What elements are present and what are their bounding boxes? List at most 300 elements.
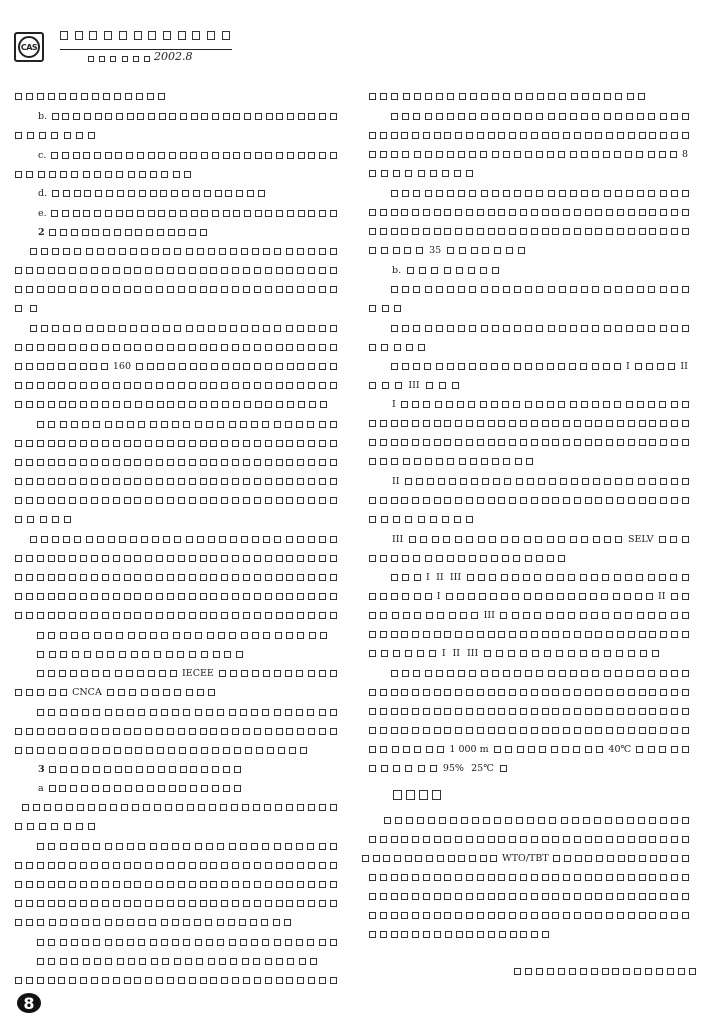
glyph-box [229, 632, 236, 639]
glyph-box [498, 874, 505, 881]
glyph-box [178, 267, 185, 274]
glyph-box [428, 817, 435, 824]
glyph-box [639, 836, 646, 843]
glyph-box [330, 670, 337, 677]
glyph-box [27, 823, 34, 830]
glyph-box [276, 593, 283, 600]
text-line [15, 130, 95, 141]
glyph-box [201, 152, 208, 159]
glyph-box [276, 497, 283, 504]
glyph-box [243, 344, 250, 351]
glyph-box [241, 536, 248, 543]
glyph-box [26, 344, 33, 351]
glyph-box [265, 459, 272, 466]
glyph-box [382, 382, 389, 389]
glyph-box [455, 708, 462, 715]
glyph-box [244, 152, 251, 159]
glyph-box [637, 286, 644, 293]
glyph-box [488, 497, 495, 504]
glyph-box [319, 977, 326, 984]
glyph-box [455, 536, 462, 543]
glyph-box [232, 728, 239, 735]
glyph-box [559, 93, 566, 100]
glyph-box [232, 497, 239, 504]
glyph-box [200, 344, 207, 351]
glyph-box [413, 670, 420, 677]
glyph-box [330, 440, 337, 447]
glyph-box [614, 574, 621, 581]
glyph-box [444, 420, 451, 427]
section-heading [393, 788, 441, 801]
glyph-box [39, 132, 46, 139]
glyph-box [240, 421, 247, 428]
glyph-box [92, 229, 99, 236]
glyph-box [15, 440, 22, 447]
glyph-box [563, 893, 570, 900]
glyph-box [559, 190, 566, 197]
glyph-box [671, 612, 678, 619]
glyph-box [498, 912, 505, 919]
glyph-box [444, 132, 451, 139]
glyph-box [362, 855, 369, 862]
glyph-box [167, 382, 174, 389]
glyph-box [425, 190, 432, 197]
glyph-box [503, 190, 510, 197]
journal-title [60, 30, 230, 41]
glyph-box [525, 968, 532, 975]
glyph-box [150, 939, 157, 946]
glyph-box [436, 113, 443, 120]
glyph-box [466, 536, 473, 543]
glyph-box [15, 401, 22, 408]
glyph-box [557, 574, 564, 581]
glyph-box [682, 497, 689, 504]
glyph-box [477, 497, 484, 504]
glyph-box [395, 817, 402, 824]
glyph-box [547, 536, 554, 543]
glyph-box [635, 363, 642, 370]
glyph-box [103, 229, 110, 236]
glyph-box [520, 650, 527, 657]
glyph-box [405, 650, 412, 657]
glyph-box [37, 977, 44, 984]
glyph-box [393, 650, 400, 657]
glyph-box [69, 286, 76, 293]
glyph-box [22, 804, 29, 811]
glyph-box [649, 631, 656, 638]
glyph-box [149, 919, 156, 926]
glyph-box [48, 900, 55, 907]
glyph-box [513, 401, 520, 408]
glyph-box [230, 958, 237, 965]
glyph-box [639, 855, 646, 862]
glyph-box [80, 401, 87, 408]
glyph-box [15, 344, 22, 351]
glyph-box [182, 190, 189, 197]
glyph-box [330, 210, 337, 217]
glyph-box [477, 631, 484, 638]
glyph-box [559, 670, 566, 677]
text-line [369, 418, 689, 429]
glyph-box [48, 958, 55, 965]
glyph-box [458, 151, 465, 158]
glyph-box [52, 516, 59, 523]
glyph-box [186, 689, 193, 696]
glyph-box [83, 210, 90, 217]
glyph-box [626, 286, 633, 293]
reference-temperature: 25℃ [471, 763, 494, 774]
glyph-box [391, 670, 398, 677]
glyph-box [37, 555, 44, 562]
glyph-box [426, 746, 433, 753]
glyph-box [232, 574, 239, 581]
glyph-box [547, 401, 554, 408]
glyph-box [297, 536, 304, 543]
glyph-box [639, 874, 646, 881]
glyph-box [498, 631, 505, 638]
glyph-box [330, 555, 337, 562]
glyph-box [659, 151, 666, 158]
glyph-box [113, 900, 120, 907]
text-line [37, 649, 243, 660]
glyph-box [102, 344, 109, 351]
glyph-box [232, 267, 239, 274]
glyph-box [391, 836, 398, 843]
glyph-box [60, 919, 67, 926]
glyph-box [297, 478, 304, 485]
glyph-box [200, 286, 207, 293]
glyph-box [263, 632, 270, 639]
glyph-box [276, 152, 283, 159]
glyph-box [456, 267, 463, 274]
glyph-box [52, 190, 59, 197]
glyph-box [671, 836, 678, 843]
glyph-box [413, 286, 420, 293]
glyph-box [58, 881, 65, 888]
glyph-box [423, 912, 430, 919]
glyph-box [59, 401, 66, 408]
glyph-box [381, 247, 388, 254]
glyph-box [189, 574, 196, 581]
glyph-box [276, 210, 283, 217]
glyph-box [144, 56, 150, 62]
glyph-box [444, 497, 451, 504]
glyph-box [499, 931, 506, 938]
glyph-box [113, 862, 120, 869]
glyph-box [276, 977, 283, 984]
glyph-box [639, 132, 646, 139]
glyph-box [106, 190, 113, 197]
glyph-box [634, 968, 641, 975]
glyph-box [510, 931, 517, 938]
glyph-box [637, 401, 644, 408]
glyph-box [542, 874, 549, 881]
glyph-box [170, 670, 177, 677]
glyph-box [671, 874, 678, 881]
glyph-box [219, 248, 226, 255]
glyph-box [69, 440, 76, 447]
glyph-box [183, 421, 190, 428]
glyph-box [48, 421, 55, 428]
glyph-box [243, 862, 250, 869]
glyph-box [92, 670, 99, 677]
glyph-box [287, 113, 294, 120]
glyph-box [514, 670, 521, 677]
glyph-box [146, 229, 153, 236]
glyph-box [380, 439, 387, 446]
glyph-box [113, 459, 120, 466]
glyph-box [230, 325, 237, 332]
glyph-box [113, 286, 120, 293]
glyph-box [221, 574, 228, 581]
glyph-box [606, 708, 613, 715]
text-line [362, 853, 689, 864]
glyph-box [402, 670, 409, 677]
glyph-box [152, 325, 159, 332]
glyph-box [287, 363, 294, 370]
glyph-box [115, 670, 122, 677]
glyph-box [222, 401, 229, 408]
glyph-box [319, 804, 326, 811]
glyph-box [142, 651, 149, 658]
glyph-box [466, 228, 473, 235]
glyph-box [103, 93, 110, 100]
glyph-box [286, 593, 293, 600]
glyph-box [48, 939, 55, 946]
glyph-box [509, 631, 516, 638]
glyph-box [330, 344, 337, 351]
glyph-box [417, 817, 424, 824]
glyph-box [124, 881, 131, 888]
glyph-box [113, 344, 120, 351]
glyph-box [297, 862, 304, 869]
glyph-box [436, 151, 443, 158]
glyph-box [391, 93, 398, 100]
text-line [369, 168, 473, 179]
glyph-box [308, 478, 315, 485]
glyph-box [167, 459, 174, 466]
glyph-box [477, 689, 484, 696]
glyph-box [51, 152, 58, 159]
glyph-box [319, 574, 326, 581]
glyph-box [221, 728, 228, 735]
text-line [15, 476, 337, 487]
glyph-box [37, 670, 44, 677]
glyph-box [404, 247, 411, 254]
text-line [15, 495, 337, 506]
glyph-box [412, 912, 419, 919]
glyph-box [276, 612, 283, 619]
glyph-box [69, 344, 76, 351]
glyph-box [628, 228, 635, 235]
glyph-box [369, 765, 376, 772]
glyph-box [297, 574, 304, 581]
glyph-box [425, 113, 432, 120]
glyph-box [221, 382, 228, 389]
glyph-box [37, 421, 44, 428]
glyph-box [531, 209, 538, 216]
glyph-box [91, 612, 98, 619]
glyph-box [660, 631, 667, 638]
glyph-box [319, 152, 326, 159]
glyph-box [124, 728, 131, 735]
glyph-box [615, 478, 622, 485]
glyph-box [617, 893, 624, 900]
glyph-box [26, 900, 33, 907]
glyph-box [394, 344, 401, 351]
glyph-box [455, 228, 462, 235]
glyph-box [494, 247, 501, 254]
glyph-box [369, 382, 376, 389]
glyph-box [648, 325, 655, 332]
glyph-box [58, 612, 65, 619]
glyph-box [223, 747, 230, 754]
glyph-box [425, 325, 432, 332]
glyph-box [147, 93, 154, 100]
glyph-box [48, 593, 55, 600]
glyph-box [682, 113, 689, 120]
glyph-box [156, 344, 163, 351]
glyph-box [636, 746, 643, 753]
glyph-box [137, 670, 144, 677]
glyph-box [58, 900, 65, 907]
glyph-box [430, 765, 437, 772]
glyph-box [447, 151, 454, 158]
glyph-box [434, 893, 441, 900]
glyph-box [262, 939, 269, 946]
glyph-box [671, 401, 678, 408]
glyph-box [161, 421, 168, 428]
text-line [391, 534, 689, 545]
glyph-box [91, 900, 98, 907]
glyph-box [107, 689, 114, 696]
glyph-box [625, 612, 632, 619]
glyph-box [37, 440, 44, 447]
glyph-box [135, 401, 142, 408]
glyph-box [26, 689, 33, 696]
glyph-box [572, 817, 579, 824]
glyph-box [401, 893, 408, 900]
glyph-box [500, 765, 507, 772]
list-marker-c: c. [38, 150, 47, 161]
glyph-box [116, 939, 123, 946]
glyph-box [154, 651, 161, 658]
glyph-box [254, 440, 261, 447]
text-line [369, 130, 689, 141]
glyph-box [94, 632, 101, 639]
glyph-box [460, 612, 467, 619]
glyph-box [595, 132, 602, 139]
glyph-box [639, 439, 646, 446]
glyph-box [563, 689, 570, 696]
glyph-box [254, 478, 261, 485]
glyph-box [682, 893, 689, 900]
glyph-box [574, 874, 581, 881]
glyph-box [92, 93, 99, 100]
glyph-box [48, 459, 55, 466]
glyph-box [102, 593, 109, 600]
glyph-box [546, 612, 553, 619]
glyph-box [251, 843, 258, 850]
glyph-box [444, 874, 451, 881]
text-line [37, 937, 337, 948]
glyph-box [163, 248, 170, 255]
glyph-box [103, 785, 110, 792]
glyph-box [265, 612, 272, 619]
glyph-box [648, 612, 655, 619]
glyph-box [420, 536, 427, 543]
glyph-box [243, 555, 250, 562]
glyph-box [434, 931, 441, 938]
glyph-box [628, 209, 635, 216]
glyph-box [659, 746, 666, 753]
text-line [369, 610, 689, 621]
glyph-box [58, 267, 65, 274]
glyph-box [232, 440, 239, 447]
glyph-box [319, 555, 326, 562]
glyph-box [275, 804, 282, 811]
glyph-box [223, 785, 230, 792]
glyph-box [498, 893, 505, 900]
glyph-box [233, 210, 240, 217]
glyph-box [478, 536, 485, 543]
glyph-box [286, 977, 293, 984]
glyph-box [221, 440, 228, 447]
glyph-box [369, 420, 376, 427]
glyph-box [80, 593, 87, 600]
glyph-box [69, 382, 76, 389]
glyph-box [119, 325, 126, 332]
glyph-box [286, 574, 293, 581]
glyph-box [444, 228, 451, 235]
glyph-box [114, 229, 121, 236]
glyph-box [157, 401, 164, 408]
glyph-box [178, 977, 185, 984]
glyph-box [498, 689, 505, 696]
glyph-box [606, 209, 613, 216]
glyph-box [147, 766, 154, 773]
glyph-box [41, 325, 48, 332]
glyph-box [402, 286, 409, 293]
glyph-box [659, 401, 666, 408]
glyph-box [63, 536, 70, 543]
class-i-label: I [392, 399, 396, 410]
glyph-box [531, 497, 538, 504]
glyph-box [102, 574, 109, 581]
glyph-box [380, 836, 387, 843]
glyph-box [64, 132, 71, 139]
glyph-box [261, 919, 268, 926]
glyph-box [455, 836, 462, 843]
glyph-box [369, 836, 376, 843]
glyph-box [265, 401, 272, 408]
glyph-box [595, 689, 602, 696]
glyph-box [83, 152, 90, 159]
glyph-box [128, 190, 135, 197]
glyph-box [201, 210, 208, 217]
glyph-box [221, 478, 228, 485]
glyph-box [617, 132, 624, 139]
glyph-box [449, 612, 456, 619]
glyph-box [105, 113, 112, 120]
cas-logo-text: CAS [18, 36, 40, 58]
glyph-box [602, 574, 609, 581]
glyph-box [80, 612, 87, 619]
glyph-box [660, 420, 667, 427]
glyph-box [308, 267, 315, 274]
glyph-box [308, 670, 315, 677]
glyph-box [113, 401, 120, 408]
